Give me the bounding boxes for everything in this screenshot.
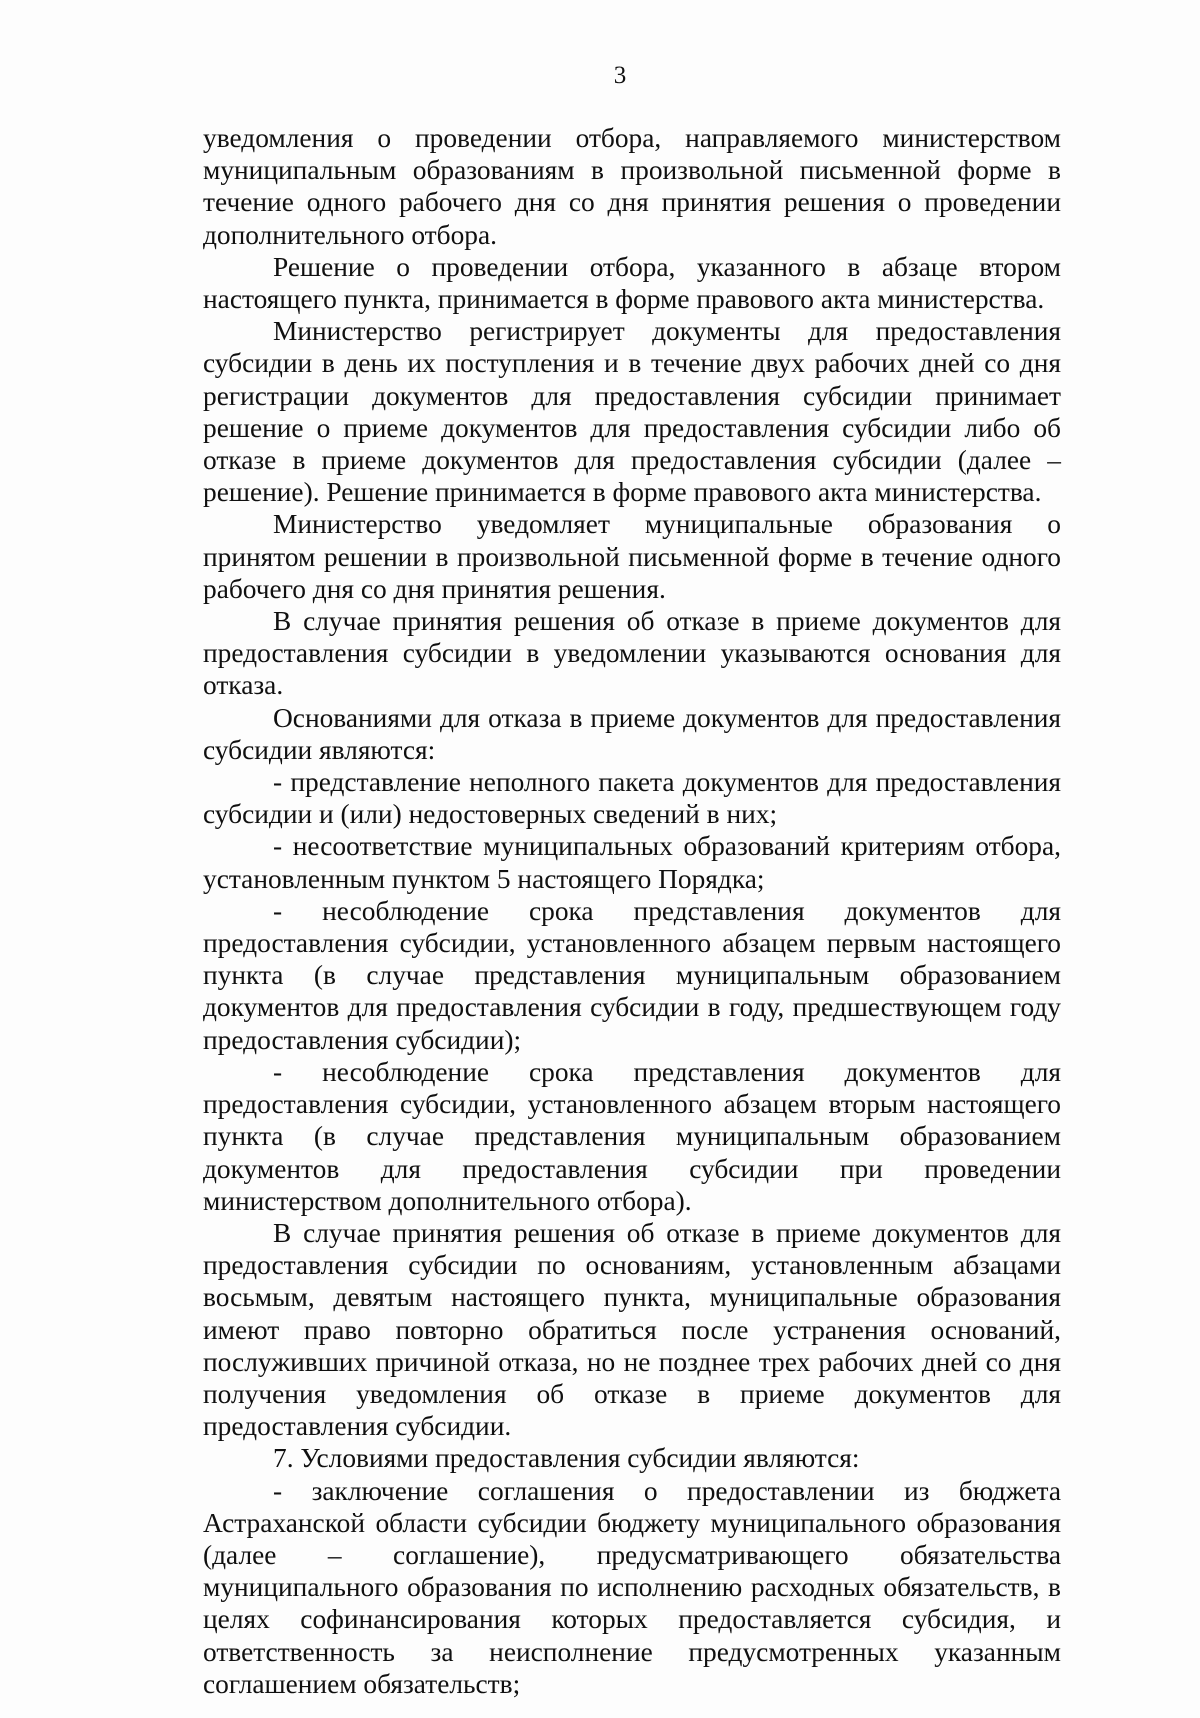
paragraph-3: Министерство регистрирует документы для предоставления субсидии в день их поступления и в течение двух рабочих дней со дня регистрации документов для предоставления субсидии принимает решение о приеме документов для предоставления субсидии либо об отказе в приеме документов для предоставления субсидии (далее – решение). Решение принимается в форме правового акта министерства. (203, 316, 1061, 508)
paragraph-4: Министерство уведомляет муниципальные образования о принятом решении в произвольной письменной форме в течение одного рабочего дня со дня принятия решения. (203, 509, 1061, 604)
list-item-agreement: - заключение соглашения о предоставлении из бюджета Астраханской области субсидии бюджету муниципального образования (далее – соглашение), предусматривающего обязательства муниципального образования по исполнению расходных обязательств, в целях софинансирования которых предоставляется субсидия, и ответственность за неисполнение предусмотренных указанным соглашением обязательств; (203, 1475, 1061, 1699)
paragraph-2: Решение о проведении отбора, указанного в абзаце втором настоящего пункта, принимается в форме правового акта министерства. (203, 251, 1061, 315)
document-body (203, 122, 1061, 1700)
section-7-heading: 7. Условиями предоставления субсидии являются: (273, 1443, 860, 1474)
paragraph-1: уведомления о проведении отбора, направляемого министерством муниципальным образованиям в произвольной письменной форме в течение одного рабочего дня со дня принятия решения о проведении дополнительного отбора. (203, 123, 1061, 250)
list-item-incomplete-package: - представление неполного пакета документов для предоставления субсидии и (или) недостоверных сведений в них; (203, 767, 1061, 830)
paragraph-6: Основаниями для отказа в приеме документов для предоставления субсидии являются: (203, 702, 1061, 765)
paragraph-resubmission: В случае принятия решения об отказе в приеме документов для предоставления субсидии по основаниям, установленным абзацами восьмым, девятым настоящего пункта, муниципальные образования имеют право повторно обратиться после устранения оснований, послуживших причиной отказа, но не позднее трех рабочих дней со дня получения уведомления об отказе в приеме документов для предоставления субсидии. (203, 1217, 1061, 1442)
list-item-deadline-second: - несоблюдение срока представления документов для предоставления субсидии, установленного абзацем вторым настоящего пункта (в случае представления муниципальным образованием документов для предоставления субсидии при проведении министерством дополнительного отбора). (203, 1056, 1061, 1216)
page-number: 3 (613, 62, 627, 89)
paragraph-5: В случае принятия решения об отказе в приеме документов для предоставления субсидии в уведомлении указываются основания для отказа. (203, 606, 1061, 701)
list-item-deadline-first: - несоблюдение срока представления документов для предоставления субсидии, установленного абзацем первым настоящего пункта (в случае представления муниципальным образованием документов для предоставления субсидии в году, предшествующем году предоставления субсидии); (203, 895, 1061, 1055)
list-item-criteria-mismatch: - несоответствие муниципальных образований критериям отбора, установленным пунктом 5 настоящего Порядка; (203, 831, 1061, 894)
